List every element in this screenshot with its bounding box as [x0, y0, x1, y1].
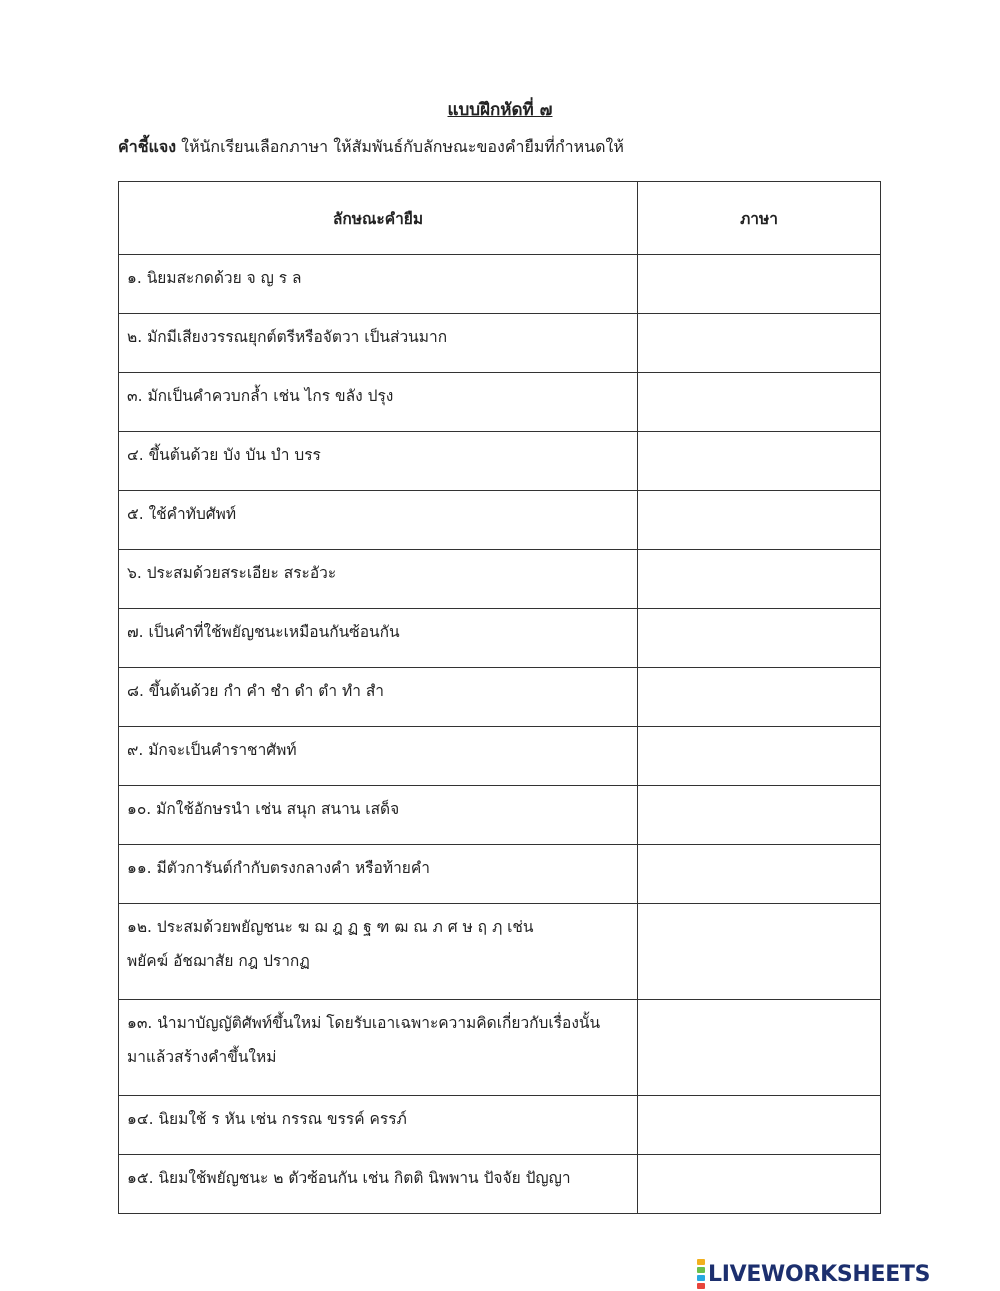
- characteristic-cell: [119, 1000, 638, 1096]
- language-answer-cell[interactable]: [638, 314, 881, 373]
- characteristic-text: ๘. ขึ้นต้นด้วย กำ คำ ชำ ดำ ตำ ทำ สำ: [127, 682, 385, 700]
- language-answer-cell[interactable]: [638, 727, 881, 786]
- language-answer-cell[interactable]: [638, 432, 881, 491]
- characteristic-text: ๑. นิยมสะกดด้วย จ ญ ร ล: [127, 269, 302, 287]
- language-answer-cell[interactable]: [638, 1096, 881, 1155]
- table-row: [119, 845, 881, 904]
- characteristic-cell: [119, 432, 638, 491]
- table-row: [119, 786, 881, 845]
- characteristic-cell: [119, 1155, 638, 1214]
- characteristic-text: ๑๕. นิยมใช้พยัญชนะ ๒ ตัวซ้อนกัน เช่น กิตติ นิพพาน ปัจจัย ปัญญา: [127, 1169, 571, 1187]
- language-answer-cell[interactable]: [638, 491, 881, 550]
- characteristic-cell: [119, 373, 638, 432]
- characteristic-cell: [119, 491, 638, 550]
- table-row: [119, 255, 881, 314]
- language-answer-cell[interactable]: [638, 786, 881, 845]
- table-row: [119, 1155, 881, 1214]
- header-language: ภาษา: [638, 182, 881, 255]
- characteristic-text-line2: มาแล้วสร้างคำขึ้นใหม่: [127, 1048, 277, 1066]
- characteristic-text: ๑๓. นำมาบัญญัติศัพท์ขึ้นใหม่ โดยรับเอาเฉพาะความคิดเกี่ยวกับเรื่องนั้น: [127, 1014, 601, 1032]
- characteristic-cell: [119, 255, 638, 314]
- liveworksheets-logo: [697, 1258, 930, 1290]
- table-row: [119, 668, 881, 727]
- language-answer-cell[interactable]: [638, 668, 881, 727]
- characteristic-cell: [119, 668, 638, 727]
- characteristic-text: ๙. มักจะเป็นคำราชาศัพท์: [127, 741, 297, 759]
- table-row: [119, 491, 881, 550]
- language-answer-cell[interactable]: [638, 609, 881, 668]
- characteristic-text: ๑๒. ประสมด้วยพยัญชนะ ฆ ฌ ฎ ฏ ฐ ฑ ฒ ณ ภ ศ ษ ฤ ฦ เช่น: [127, 918, 534, 936]
- characteristic-text: ๓. มักเป็นคำควบกล้ำ เช่น ไกร ขลัง ปรุง: [127, 387, 394, 405]
- characteristic-text-line2: พยัคฆ์ อัชฌาสัย กฎ ปรากฏ: [127, 952, 310, 970]
- table-row: [119, 609, 881, 668]
- language-answer-cell[interactable]: [638, 1155, 881, 1214]
- table-row: [119, 314, 881, 373]
- characteristic-cell: [119, 609, 638, 668]
- table-row: [119, 432, 881, 491]
- characteristic-text: ๒. มักมีเสียงวรรณยุกต์ตรีหรือจัตวา เป็นส่วนมาก: [127, 328, 448, 346]
- table-row: [119, 1000, 881, 1096]
- table-row: [119, 1096, 881, 1155]
- language-answer-cell[interactable]: [638, 1000, 881, 1096]
- characteristic-cell: [119, 727, 638, 786]
- characteristic-cell: [119, 550, 638, 609]
- language-answer-cell[interactable]: [638, 255, 881, 314]
- exercise-table: [118, 181, 881, 1214]
- instruction: [118, 135, 918, 160]
- table-header-row: [119, 182, 881, 255]
- language-answer-cell[interactable]: [638, 904, 881, 1000]
- characteristic-text: ๕. ใช้คำทับศัพท์: [127, 505, 237, 523]
- language-answer-cell[interactable]: [638, 845, 881, 904]
- instruction-label: คำชี้แจง: [118, 137, 177, 156]
- characteristic-text: ๔. ขึ้นต้นด้วย บัง บัน บำ บรร: [127, 446, 321, 464]
- worksheet-title: แบบฝึกหัดที่ ๗: [447, 100, 553, 120]
- characteristic-cell: [119, 314, 638, 373]
- table-row: [119, 373, 881, 432]
- instruction-text: ให้นักเรียนเลือกภาษา ให้สัมพันธ์กับลักษณะของคำยืมที่กำหนดให้: [176, 137, 624, 156]
- brand-name: LIVEWORKSHEETS: [708, 1261, 931, 1287]
- characteristic-cell: [119, 904, 638, 1000]
- characteristic-text: ๑๔. นิยมใช้ ร หัน เช่น กรรณ ขรรค์ ครรภ์: [127, 1110, 407, 1128]
- characteristic-cell: [119, 845, 638, 904]
- characteristic-text: ๑๑. มีตัวการันต์กำกับตรงกลางคำ หรือท้ายคำ: [127, 859, 430, 877]
- language-answer-cell[interactable]: [638, 373, 881, 432]
- language-answer-cell[interactable]: [638, 550, 881, 609]
- characteristic-cell: [119, 786, 638, 845]
- characteristic-text: ๑๐. มักใช้อักษรนำ เช่น สนุก สนาน เสด็จ: [127, 800, 400, 818]
- characteristic-text: ๖. ประสมด้วยสระเอียะ สระอัวะ: [127, 564, 337, 582]
- table-row: [119, 550, 881, 609]
- liveworksheets-icon: [697, 1258, 705, 1290]
- header-characteristic: ลักษณะคำยืม: [119, 182, 638, 255]
- characteristic-text: ๗. เป็นคำที่ใช้พยัญชนะเหมือนกันซ้อนกัน: [127, 623, 400, 641]
- table-row: [119, 727, 881, 786]
- table-row: [119, 904, 881, 1000]
- characteristic-cell: [119, 1096, 638, 1155]
